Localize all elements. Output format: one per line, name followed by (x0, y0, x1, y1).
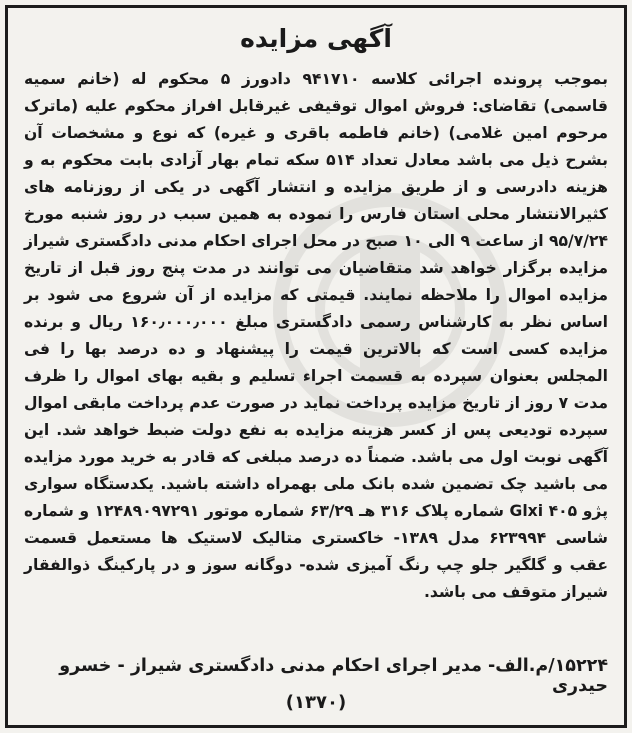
notice-code: (۱۳۷۰) (285, 692, 347, 713)
notice-body: بموجب پرونده اجرائی کلاسه ۹۴۱۷۱۰ دادورز ۵ محکوم له (خانم سمیه قاسمی) تقاضای: فروش اموال توقیفی غیرقابل افراز محکوم علیه (ماترک مرحوم امین غلامی) (خانم فاطمه باقری و غیره) که نوع و مشخصات آن بشرح ذیل می باشد معادل تعداد ۵۱۴ سکه تمام بهار آزادی بابت محکوم به و هزینه دادرسی و از طریق مزایده و انتشار آگهی در یکی از روزنامه های کثیرالانتشار محلی استان فارس را نموده به همین سبب در روز شنبه مورخ ۹۵/۷/۲۴ از ساعت ۹ الی ۱۰ صبح در محل اجرای احکام مدنی دادگستری شیراز مزایده برگزار خواهد شد متقاضیان می توانند در مدت پنج روز قبل از تاریخ مزایده اموال را ملاحظه نمایند. قیمتی که مزایده از آن شروع می شود بر اساس نظر به کارشناس رسمی دادگستری مبلغ ۱۶۰٫۰۰۰٫۰۰۰ ریال و برنده مزایده کسی است که بالاترین قیمت را پیشنهاد و ده درصد بها را فی المجلس بعنوان سپرده به قسمت اجراء تسلیم و بقیه بهای اموال را ظرف مدت ۷ روز از تاریخ مزایده پرداخت نماید در صورت عدم پرداخت مابقی اموال سپرده تودیعی پس از کسر هزینه مزایده به نفع دولت ضبط خواهد شد. این آگهی نوبت اول می باشد. ضمناً ده درصد مبلغی که قادر به خرید مورد مزایده می باشید چک تضمین شده بانک ملی بهمراه داشته باشید. یکدستگاه سواری پژو ۴۰۵ Glxi شماره پلاک ۳۱۶ هـ ۶۳/۲۹ شماره موتور ۱۲۴۸۹۰۹۷۲۹۱ و شماره شاسی ۶۲۳۹۹۴ مدل ۱۳۸۹- خاکستری متالیک لاستیک ها مستعمل قسمت عقب و گلگیر جلو چپ رنگ آمیزی شده- دوگانه سوز و در پارکینگ ذوالفقار شیراز متوقف می باشد. (24, 70, 609, 601)
notice-title: آگهی مزایده (240, 24, 392, 53)
notice-signature: ۱۵۲۲۴/م.الف- مدیر اجرای احکام مدنی دادگستری شیراز - خسرو حیدری (59, 656, 608, 696)
